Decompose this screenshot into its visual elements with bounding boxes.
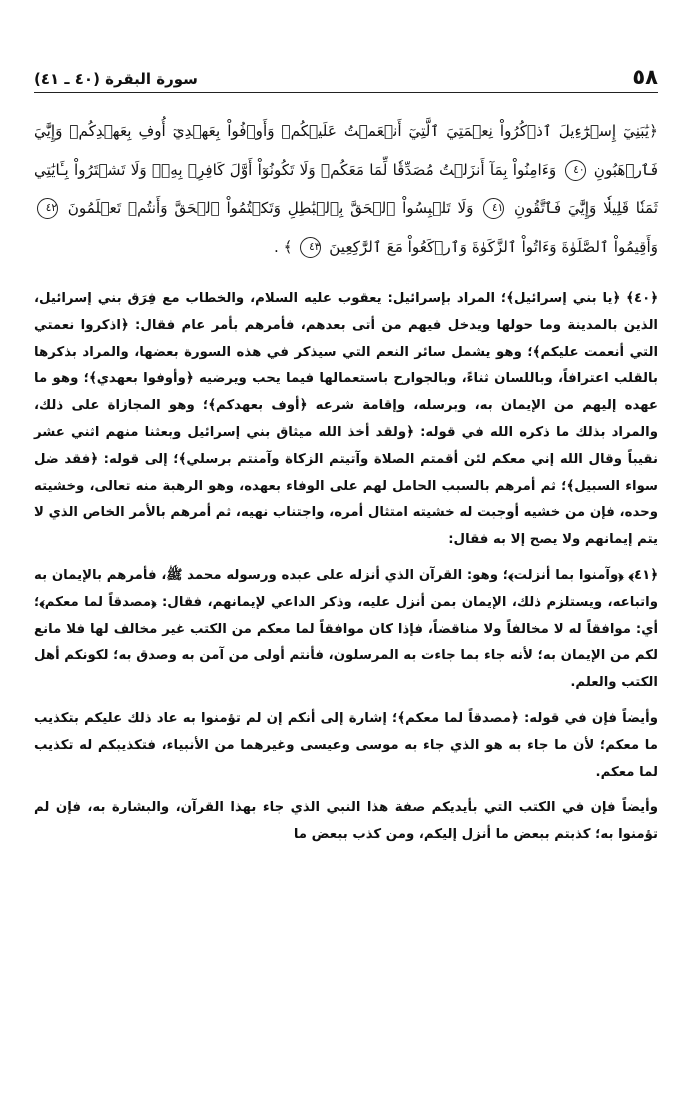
tafsir-paragraph-3: وأيضاً فإن في قوله: ﴿مصدقاً لما معكم﴾؛ إشارة إلى أنكم إن لم تؤمنوا به عاد ذلك عليكم بتكذيب ما معكم؛ لأن ما جاء به هو الذي جاء به موسى وعيسى وغيرهما من الأنبياء، فتكذيبكم له تكذيب لما معكم.	[34, 710, 658, 780]
verse-43-text: وَأَقِيمُواْ ٱلصَّلَوٰةَ وَءَاتُواْ ٱلزَّكَوٰةَ وَٱرۡكَعُواْ مَعَ ٱلرَّٰكِعِينَ	[329, 237, 658, 256]
page-number: ٥٨	[632, 65, 658, 89]
ayah-number-42: ٤٢	[37, 198, 58, 219]
verse-ref-41: ﴿٤١﴾	[628, 567, 658, 583]
header-divider	[34, 92, 658, 93]
verse-42-text: وَلَا تَلۡبِسُواْ ٱلۡحَقَّ بِٱلۡبَٰطِلِ وَتَكۡتُمُواْ ٱلۡحَقَّ وَأَنتُمۡ تَعۡلَمُونَ	[67, 199, 474, 217]
tafsir-paragraph-41	[34, 563, 658, 697]
surah-title: سورة البقرة (٤٠ ـ ٤١)	[34, 70, 198, 88]
tafsir-paragraph-40	[34, 286, 658, 554]
page-header	[34, 56, 658, 90]
tafsir-paragraph-4: وأيضاً فإن في الكتب التي بأيديكم صفة هذا النبي الذي جاء بهذا القرآن، والبشارة به، فإن لم تؤمنوا به؛ كذبتم ببعض ما أنزل إليكم، ومن كذب ببعض ما	[34, 800, 658, 843]
ayah-number-43: ٤٣	[300, 237, 321, 258]
verse-ref-40: ﴿٤٠﴾	[626, 291, 658, 306]
tafsir-paragraph-40-text: ﴿يا بني إسرائيل﴾؛ المراد بإسرائيل: يعقوب عليه السلام، والخطاب مع فِرَق بني إسرائيل، الذين بالمدينة وما حولها ويدخل فيهم من أتى بعدهم، فأمرهم بأمر عام فقال: ﴿اذكروا نعمتي التي أنعمت عليكم﴾؛ وهو يشمل سائر النعم التي سيذكر في هذه السورة بعضها، والمراد بذكرها بالقلب اعترافاً، وباللسان ثناءً، وبالجوارح باستعمالها فيما يحب ويرضيه ﴿وأوفوا بعهدي﴾؛ وهو ما عهده إليهم من الإيمان به، وبرسله، وإقامة شرعه ﴿أوف بعهدكم﴾؛ وهو المجازاة على ذلك، والمراد بذلك ما ذكره الله في قوله: ﴿ولقد أخذ الله ميثاق بني إسرائيل وبعثنا منهم اثني عشر نقيباً وقال الله إني معكم لئن أقمتم الصلاة وآتيتم الزكاة وآمنتم برسلي﴾؛ إلى قوله: ﴿فقد ضل سواء السبيل﴾؛ ثم أمرهم بالسبب الحامل لهم على الوفاء بعهده، وهو الرهبة منه تعالى، وخشيته وحده، فإن من خشيه أوجبت له خشيته امتثال أمره، واجتناب نهيه، ثم أمرهم بالأمر الخاص الذي لا يتم إيمانهم ولا يصح إلا به فقال:	[34, 291, 658, 548]
tafsir-commentary	[34, 286, 658, 849]
verse-41-text: وَءَامِنُواْ بِمَآ أَنزَلۡتُ مُصَدِّقٗا لِّمَا مَعَكُمۡ وَلَا تَكُونُوٓاْ أَوَّلَ كَافِرِۭ بِهِۦۖ وَلَا تَشۡتَرُواْ بِـَٔايَٰتِي ثَمَنٗا قَلِيلٗا وَإِيَّٰيَ فَٱتَّقُونِ	[34, 160, 658, 217]
ayah-number-40: ٤٠	[565, 160, 586, 181]
ayah-number-41: ٤١	[483, 198, 504, 219]
verse-40-text: ﴿يَٰبَنِيٓ إِسۡرَٰٓءِيلَ ٱذۡكُرُواْ نِعۡمَتِيَ ٱلَّتِيٓ أَنۡعَمۡتُ عَلَيۡكُمۡ وَأَوۡفُواْ بِعَهۡدِيٓ أُوفِ بِعَهۡدِكُمۡ وَإِيَّٰيَ فَٱرۡهَبُونِ	[34, 122, 658, 179]
verse-closing: ﴾ .	[273, 237, 293, 256]
quran-verses	[34, 112, 658, 266]
tafsir-paragraph-41-text: ﴿وآمنوا بما أنزلت﴾؛ وهو: القرآن الذي أنزله على عبده ورسوله محمد ﷺ، فأمرهم بالإيمان به واتباعه، ويستلزم ذلك، الإيمان بمن أنزل عليه، وذكر الداعي لإيمانهم، فقال: ﴿مصدقاً لما معكم﴾؛ أي: موافقاً له لا مخالفاً ولا مناقضاً، فإذا كان موافقاً لما معكم من الكتب غير مخالف لها فلا مانع لكم من الإيمان به؛ لأنه جاء بما جاءت به المرسلون، فأنتم أولى من آمن به وصدق به؛ لكونكم أهل الكتب والعلم.	[34, 567, 658, 691]
